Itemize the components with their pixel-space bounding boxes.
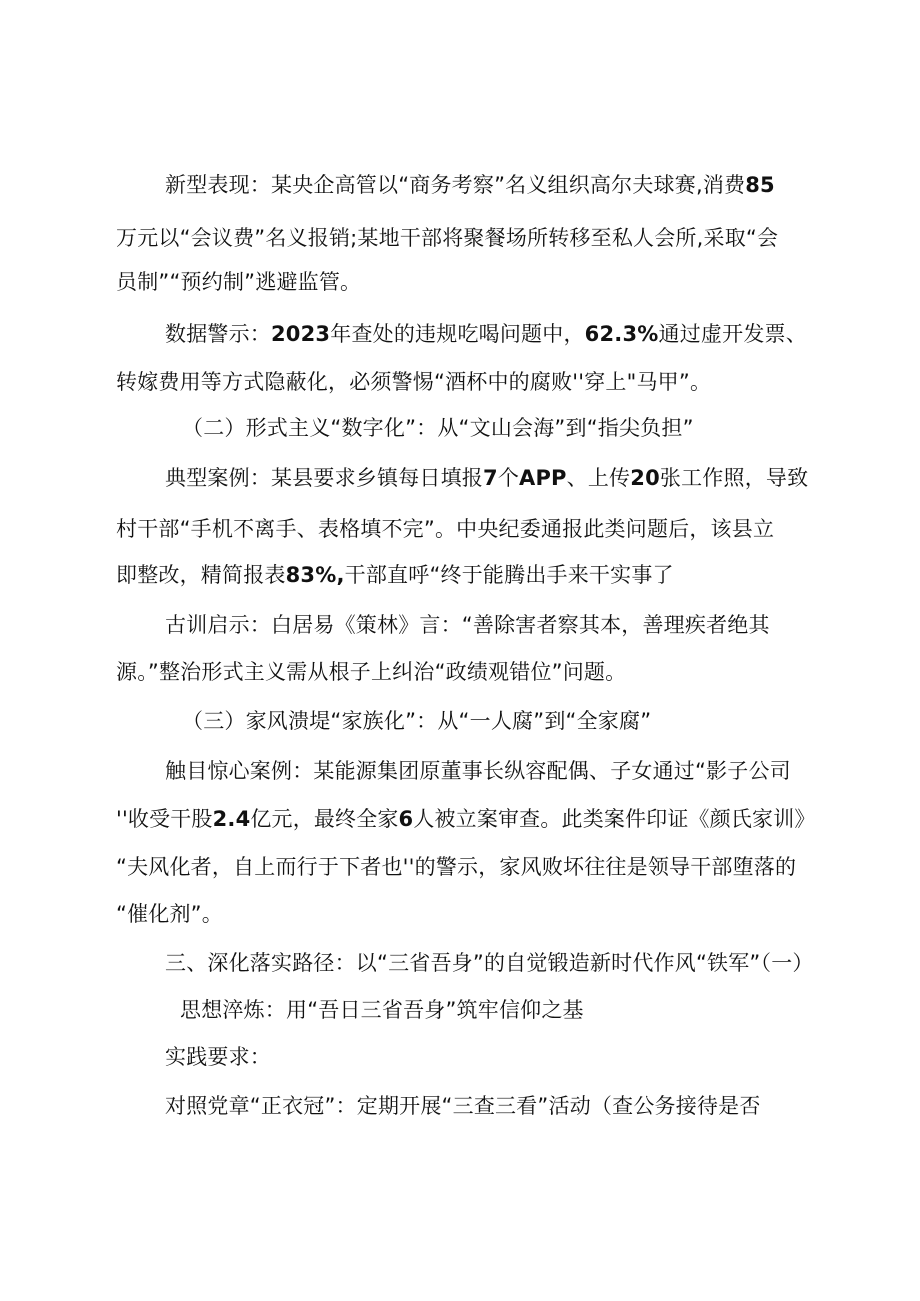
text-segment: 干部直呼“终于能腾出手来干实事了 (344, 563, 674, 587)
paragraph-line (165, 613, 795, 637)
text-segment: 、上传 (566, 466, 631, 490)
section-heading (182, 416, 772, 440)
text-segment: 万元以“会议费”名义报销;某地干部将聚餐场所转移至私人会所,采取“会 (116, 226, 779, 250)
text-segment: 典型案例：某县要求乡镇每日填报 (165, 466, 483, 490)
text-segment: 触目惊心案例：某能源集团原董事长纵容配偶、子女通过“影子公司 (165, 759, 791, 783)
text-segment: 村干部“手机不离手、表格填不完”。中央纪委通报此类问题后，该县立 (116, 517, 775, 541)
paragraph-line (116, 902, 246, 926)
text-segment: 即整改，精简报表 (116, 563, 286, 587)
text-segment: 源。”整治形式主义需从根子上纠治“政绩观错位”问题。 (116, 660, 627, 684)
text-segment: 新型表现：某央企高管以“商务考察”名义组织高尔夫球赛,消费 (165, 173, 746, 197)
text-segment: 实践要求： (165, 1045, 271, 1069)
bold-text-segment: 20 (630, 466, 660, 490)
text-segment: 个 (497, 466, 520, 490)
text-segment: 转嫁费用等方式隐蔽化，必须警惕“酒杯中的腐败''穿上"马甲”。 (116, 370, 712, 394)
text-segment: 人被立案审查。此类案件印证《颜氏家训》 (413, 807, 816, 831)
text-segment: 年查处的违规吃喝问题中， (330, 322, 585, 346)
bold-text-segment: 7 (483, 466, 498, 490)
text-segment: “夫风化者，自上而行于下者也''的警示，家风败坏往往是领导干部堕落的 (116, 855, 797, 879)
paragraph-line (165, 1094, 815, 1118)
bold-text-segment: 85 (745, 173, 775, 197)
paragraph-line (165, 466, 815, 490)
paragraph-line (165, 173, 805, 197)
text-segment: 员制”“预约制”逃避监管。 (116, 270, 362, 294)
text-segment: ''收受干股 (116, 807, 213, 831)
paragraph-line (116, 855, 816, 879)
bold-text-segment: APP (519, 466, 567, 490)
text-segment: 对照党章“正衣冠”：定期开展“三查三看”活动（查公务接待是否 (165, 1094, 761, 1118)
bold-text-segment: 62.3% (584, 322, 659, 346)
text-segment: 亿元，最终全家 (250, 807, 399, 831)
text-segment: 张工作照，导致 (659, 466, 809, 490)
bold-text-segment: 6 (398, 807, 414, 831)
paragraph-line (165, 1045, 275, 1069)
paragraph-line (165, 322, 815, 346)
text-segment: 通过虚开发票、 (658, 322, 807, 346)
text-segment: 古训启示：白居易《策林》言：“善除害者察其本，善理疾者绝其 (165, 613, 770, 637)
text-segment: （二）形式主义“数字化”：从“文山会海”到“指尖负担” (182, 416, 694, 440)
bold-text-segment: 2023 (271, 322, 331, 346)
text-segment: 数据警示： (165, 322, 271, 346)
paragraph-line (116, 807, 816, 831)
bold-text-segment: 2.4 (212, 807, 251, 831)
text-segment: “催化剂”。 (116, 902, 223, 926)
text-segment: 思想淬炼：用“吾日三省吾身”筑牢信仰之基 (180, 998, 584, 1022)
paragraph-line (165, 759, 815, 783)
section-heading (180, 998, 620, 1022)
paragraph-line (116, 660, 676, 684)
paragraph-line (116, 370, 736, 394)
text-segment: （三）家风溃堤“家族化”：从“一人腐”到“全家腐” (182, 709, 652, 733)
text-segment: 三、深化落实路径：以“三省吾身”的自觉锻造新时代作风“铁军”（一） (165, 951, 814, 975)
paragraph-line (116, 226, 810, 250)
bold-text-segment: 83%, (285, 563, 345, 587)
section-heading (182, 709, 722, 733)
section-heading (165, 951, 830, 975)
paragraph-line (116, 270, 416, 294)
paragraph-line (116, 517, 814, 541)
paragraph-line (116, 563, 696, 587)
